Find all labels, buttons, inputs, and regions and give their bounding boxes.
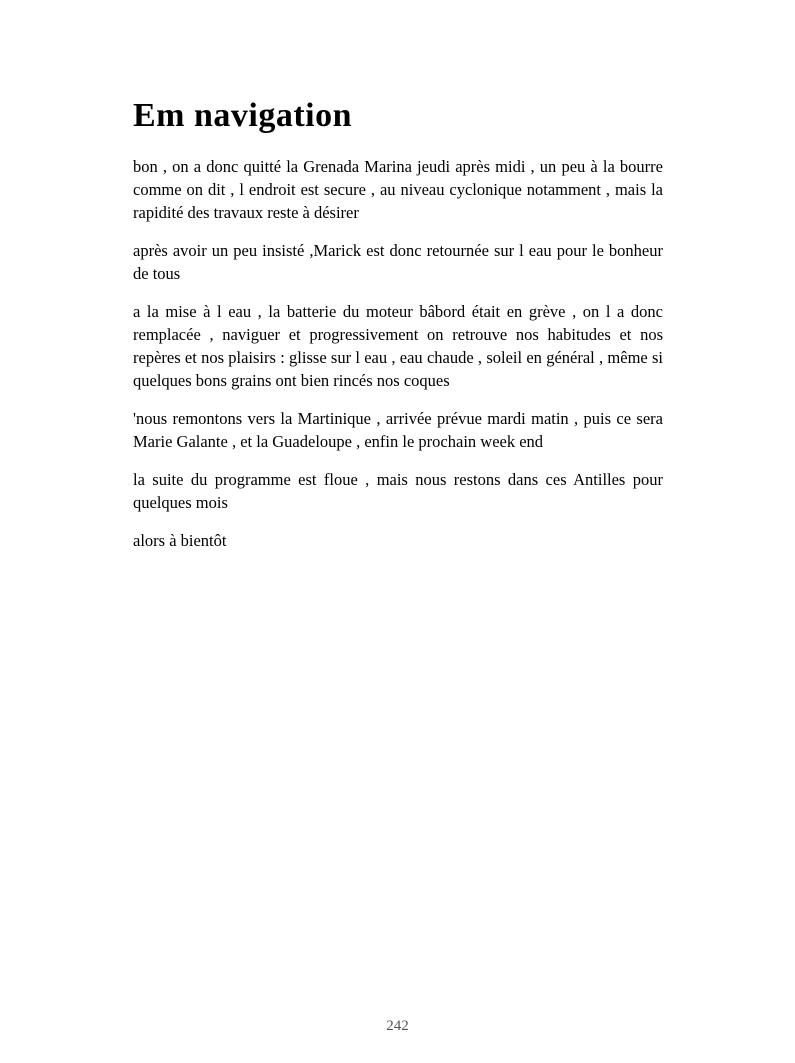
paragraph: après avoir un peu insisté ,Marick est donc retournée sur l eau pour le bonheur de tous xyxy=(133,241,663,284)
page-title: Em navigation xyxy=(133,97,353,134)
paragraph: bon , on a donc quitté la Grenada Marina jeudi après midi , un peu à la bourre comme on dit , l endroit est secure , au niveau cyclonique notamment , mais la rapidité des travaux reste à désirer xyxy=(133,157,663,223)
page-content xyxy=(133,96,663,552)
paragraph: alors à bientôt xyxy=(133,531,227,551)
paragraph: a la mise à l eau , la batterie du moteur bâbord était en grève , on l a donc remplacée , naviguer et progressivement on retrouve nos habitudes et nos repères et nos plaisirs : glisse sur l eau , eau chaude , soleil en général , même si quelques bons grains ont bien rincés nos coques xyxy=(133,302,663,391)
body-text xyxy=(133,155,663,552)
page-number: 242 xyxy=(386,1018,409,1034)
paragraph: la suite du programme est floue , mais nous restons dans ces Antilles pour quelques mois xyxy=(133,470,663,513)
paragraph: 'nous remontons vers la Martinique , arrivée prévue mardi matin , puis ce sera Marie Galante , et la Guadeloupe , enfin le prochain week end xyxy=(133,409,663,452)
